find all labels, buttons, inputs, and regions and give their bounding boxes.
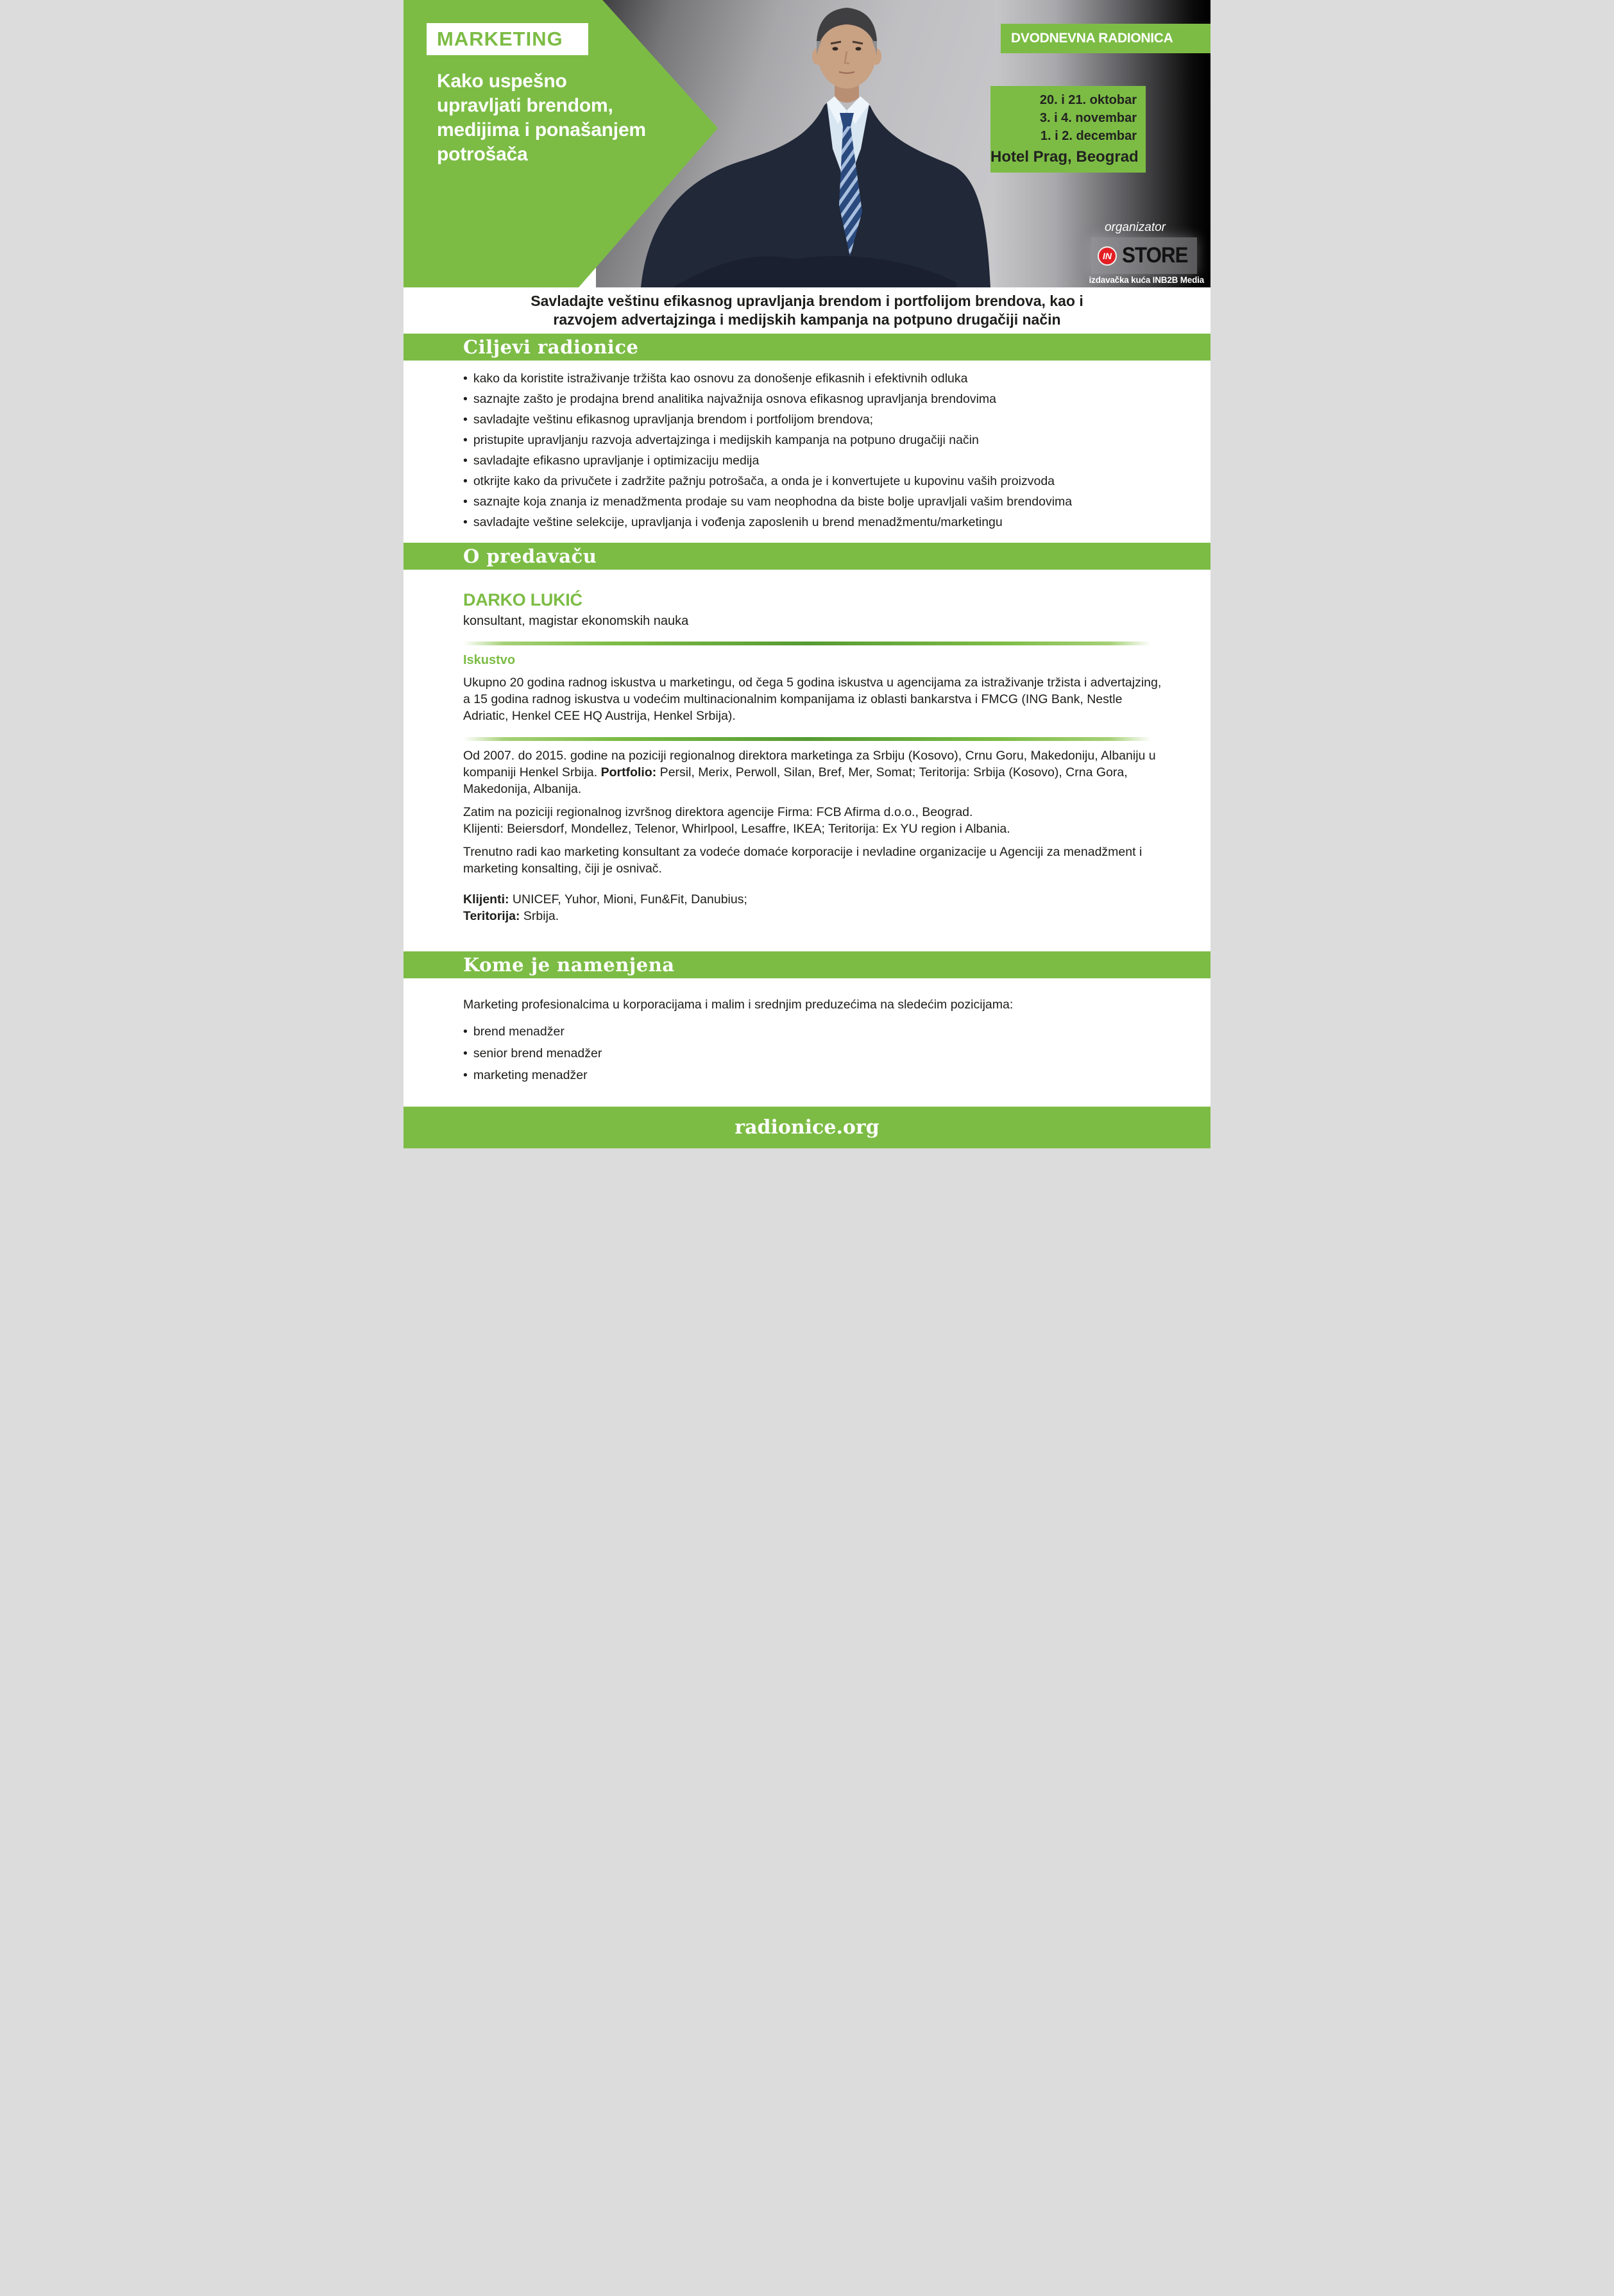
experience-paragraph: Ukupno 20 godina radnog iskustva u marketingu, od čega 5 godina iskustva u agencijama za istraživanje tržista i advertajzing, a 15 godina radnog iskustva u vodećim multinacionalnim kompanijama iz oblasti bankarstva i FMCG (ING Bank, Nestle Adriatic, Henkel CEE HQ Austrija, Henkel Srbija). — [463, 676, 1162, 723]
clients-label: Klijenti: — [463, 892, 509, 906]
speaker-name: DARKO LUKIĆ — [463, 590, 582, 609]
experience-heading: Iskustvo — [463, 653, 516, 667]
clients-list: UNICEF, Yuhor, Mioni, Fun&Fit, Danubius; — [509, 892, 747, 906]
category-label: MARKETING — [437, 28, 563, 50]
section-divider — [463, 642, 1151, 645]
workshop-type-badge: DVODNEVNA RADIONICA — [1001, 24, 1210, 53]
section-bar-audience — [404, 951, 1210, 978]
speaker-role: konsultant, magistar ekonomskih nauka — [463, 614, 689, 628]
agency-paragraph — [463, 804, 1170, 837]
in-logo-circle: IN — [1098, 246, 1117, 266]
venue: Hotel Prag, Beograd — [990, 148, 1139, 166]
flyer-page — [404, 0, 1210, 1148]
agency-line: Zatim na poziciji regionalnog izvršnog direktora agencije Firma: FCB Afirma d.o.o., Beograd. — [463, 805, 973, 819]
agency-clients-line: Klijenti: Beiersdorf, Mondellez, Telenor, Whirlpool, Lesaffre, IKEA; Teritorija: Ex YU region i Albania. — [463, 822, 1010, 836]
footer-url: radionice.org — [735, 1116, 879, 1139]
speaker-section — [404, 590, 1210, 924]
audience-heading: Kome je namenjena — [463, 954, 675, 976]
workshop-title: Kako uspešno upravljati brendom, medijima i ponašanjem potrošača — [437, 71, 646, 165]
intro-band — [404, 287, 1210, 334]
footer-bar — [404, 1107, 1210, 1148]
date-option: 20. i 21. oktobar — [1039, 93, 1137, 107]
audience-item: • senior brend menadžer — [463, 1042, 1210, 1064]
section-bar-speaker — [404, 543, 1210, 570]
speaker-heading: O predavaču — [463, 545, 597, 567]
category-box — [427, 23, 588, 55]
goals-list — [463, 368, 1210, 532]
publisher-tagline: izdavačka kuća INB2B Media — [1089, 275, 1204, 285]
audience-list — [463, 1021, 1210, 1086]
store-logo-text: STORE — [1122, 243, 1188, 268]
audience-item: • brend menadžer — [463, 1021, 1210, 1042]
goal-item: • savladajte efikasno upravljanje i optimizaciju medija — [463, 450, 1210, 471]
current-role-paragraph: Trenutno radi kao marketing konsultant za vodeće domaće korporacije i nevladine organizacije u Agenciji za menadžment i marketing konsalting, čiji je osnivač. — [463, 845, 1143, 876]
goals-heading: Ciljevi radionice — [463, 336, 639, 358]
goal-item: • savladajte veštine selekcije, upravljanja i vođenja zaposlenih u brend menadžmentu/marketingu — [463, 512, 1210, 532]
goal-item: • saznajte koja znanja iz menadžmenta prodaje su vam neophodna da biste bolje upravljali vašim brendovima — [463, 491, 1210, 512]
organizer-label: organizator — [1104, 221, 1166, 234]
instore-logo — [1091, 237, 1197, 274]
territory-line — [463, 908, 1172, 924]
career-paragraph — [463, 747, 1170, 797]
section-bar-goals — [404, 334, 1210, 361]
audience-item: • marketing menadžer — [463, 1064, 1210, 1086]
portfolio-label: Portfolio: — [600, 765, 657, 779]
portfolio-list: Persil, Merix, Perwoll, Silan, Bref, Mer, Somat; Teritorija: Srbija (Kosovo), Crna Gora, Makedonija, Albanija. — [463, 765, 1128, 796]
audience-section — [404, 996, 1210, 1086]
date-option: 1. i 2. decembar — [1040, 129, 1137, 143]
territory-value: Srbija. — [520, 909, 559, 923]
territory-label: Teritorija: — [463, 909, 520, 923]
goal-item: • saznajte zašto je prodajna brend analitika najvažnija osnova efikasnog upravljanja brendovima — [463, 389, 1210, 409]
goal-item: • savladajte veštinu efikasnog upravljanja brendom i portfolijom brendova; — [463, 409, 1210, 430]
career-text: Od 2007. do 2015. godine na poziciji regionalnog direktora marketinga za Srbiju (Kosovo), Crnu Goru, Makedoniju, Albaniju u kompaniji Henkel Srbija. — [463, 749, 1156, 779]
section-divider — [463, 737, 1151, 741]
goal-item: • pristupite upravljanju razvoja advertajzinga i medijskih kampanja na potpuno drugačiji način — [463, 430, 1210, 450]
goal-item: • otkrijte kako da privučete i zadržite pažnju potrošača, a onda je i konvertujete u kupovinu vaših proizvoda — [463, 471, 1210, 491]
dates-box — [990, 86, 1146, 173]
clients-line — [463, 891, 1172, 908]
goal-item: • kako da koristite istraživanje tržišta kao osnovu za donošenje efikasnih i efektivnih odluka — [463, 368, 1210, 389]
hero-banner — [404, 0, 1210, 287]
audience-intro: Marketing profesionalcima u korporacijama i malim i srednjim preduzećima na sledećim pozicijama: — [463, 998, 1014, 1012]
date-option: 3. i 4. novembar — [1039, 111, 1137, 125]
clients-block — [463, 891, 1172, 924]
intro-headline: Savladajte veštinu efikasnog upravljanja brendom i portfolijom brendova, kao i razvojem advertajzinga i medijskih kampanja na potpuno drugačiji način — [531, 293, 1083, 328]
